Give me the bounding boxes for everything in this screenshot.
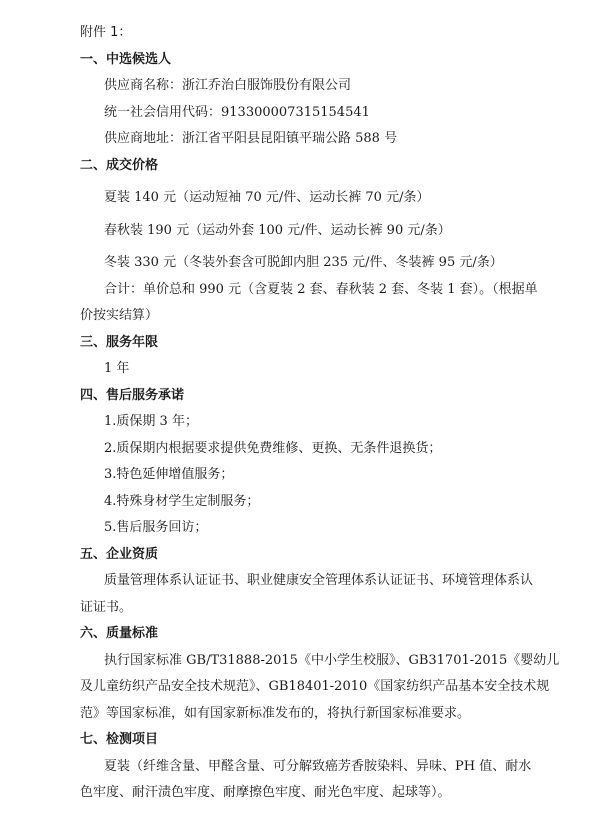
credit-code: 统一社会信用代码：913300007315154541	[104, 104, 370, 120]
test-items-line1: 夏装（纤维含量、甲醛含量、可分解致癌芳香胺染料、异味、PH 值、耐水	[104, 758, 532, 774]
section-6-title: 六、质量标准	[80, 626, 159, 641]
attachment-label: 附件 1：	[80, 25, 132, 40]
price-summer: 夏装 140 元（运动短袖 70 元/件、运动长裤 70 元/条）	[104, 190, 430, 205]
after-sale-item: 3.特色延伸增值服务；	[104, 467, 234, 482]
price-total-line2: 价按实结算）	[80, 308, 159, 323]
price-total-line1: 合计：单价总和 990 元（含夏装 2 套、春秋装 2 套、冬装 1 套）。（根据单	[104, 281, 538, 297]
after-sale-item: 1.质保期 3 年；	[104, 414, 198, 429]
qualification-line1: 质量管理体系认证证书、职业健康安全管理体系认证证书、环境管理体系认	[104, 573, 534, 588]
standard-line2: 及儿童纺织产品安全技术规范》、GB18401-2010《国家纺织产品基本安全技术规	[80, 679, 550, 694]
after-sale-item: 4.特殊身材学生定制服务；	[104, 493, 260, 509]
supplier-address: 供应商地址：浙江省平阳县昆阳镇平瑞公路 588 号	[104, 131, 398, 146]
standard-line1: 执行国家标准 GB/T31888-2015《中小学生校服》、GB31701-2015《婴幼儿	[104, 652, 560, 668]
price-spring-autumn: 春秋装 190 元（运动外套 100 元/件、运动长裤 90 元/条）	[104, 222, 451, 238]
service-years: 1 年	[104, 361, 130, 376]
supplier-name: 供应商名称：浙江乔治白服饰股份有限公司	[104, 78, 352, 93]
price-winter: 冬装 330 元（冬装外套含可脱卸内胆 235 元/件、冬装裤 95 元/条）	[104, 255, 503, 270]
after-sale-item: 2.质保期内根据要求提供免费维修、更换、无条件退换货；	[104, 440, 442, 456]
after-sale-item: 5.售后服务回访；	[104, 520, 208, 535]
section-2-title: 二、成交价格	[80, 157, 159, 173]
section-4-title: 四、售后服务承诺	[80, 387, 185, 403]
section-7-title: 七、检测项目	[80, 732, 159, 747]
test-items-line2: 色牢度、耐汗渍色牢度、耐摩擦色牢度、耐光色牢度、起球等）。	[80, 785, 451, 800]
section-1-title: 一、中选候选人	[80, 51, 172, 67]
standard-line3: 范》等国家标准，如有国家新标准发布的，将执行新国家标准要求。	[80, 705, 471, 721]
section-5-title: 五、企业资质	[80, 546, 159, 562]
qualification-line2: 证证书。	[80, 599, 133, 615]
section-3-title: 三、服务年限	[80, 334, 159, 350]
